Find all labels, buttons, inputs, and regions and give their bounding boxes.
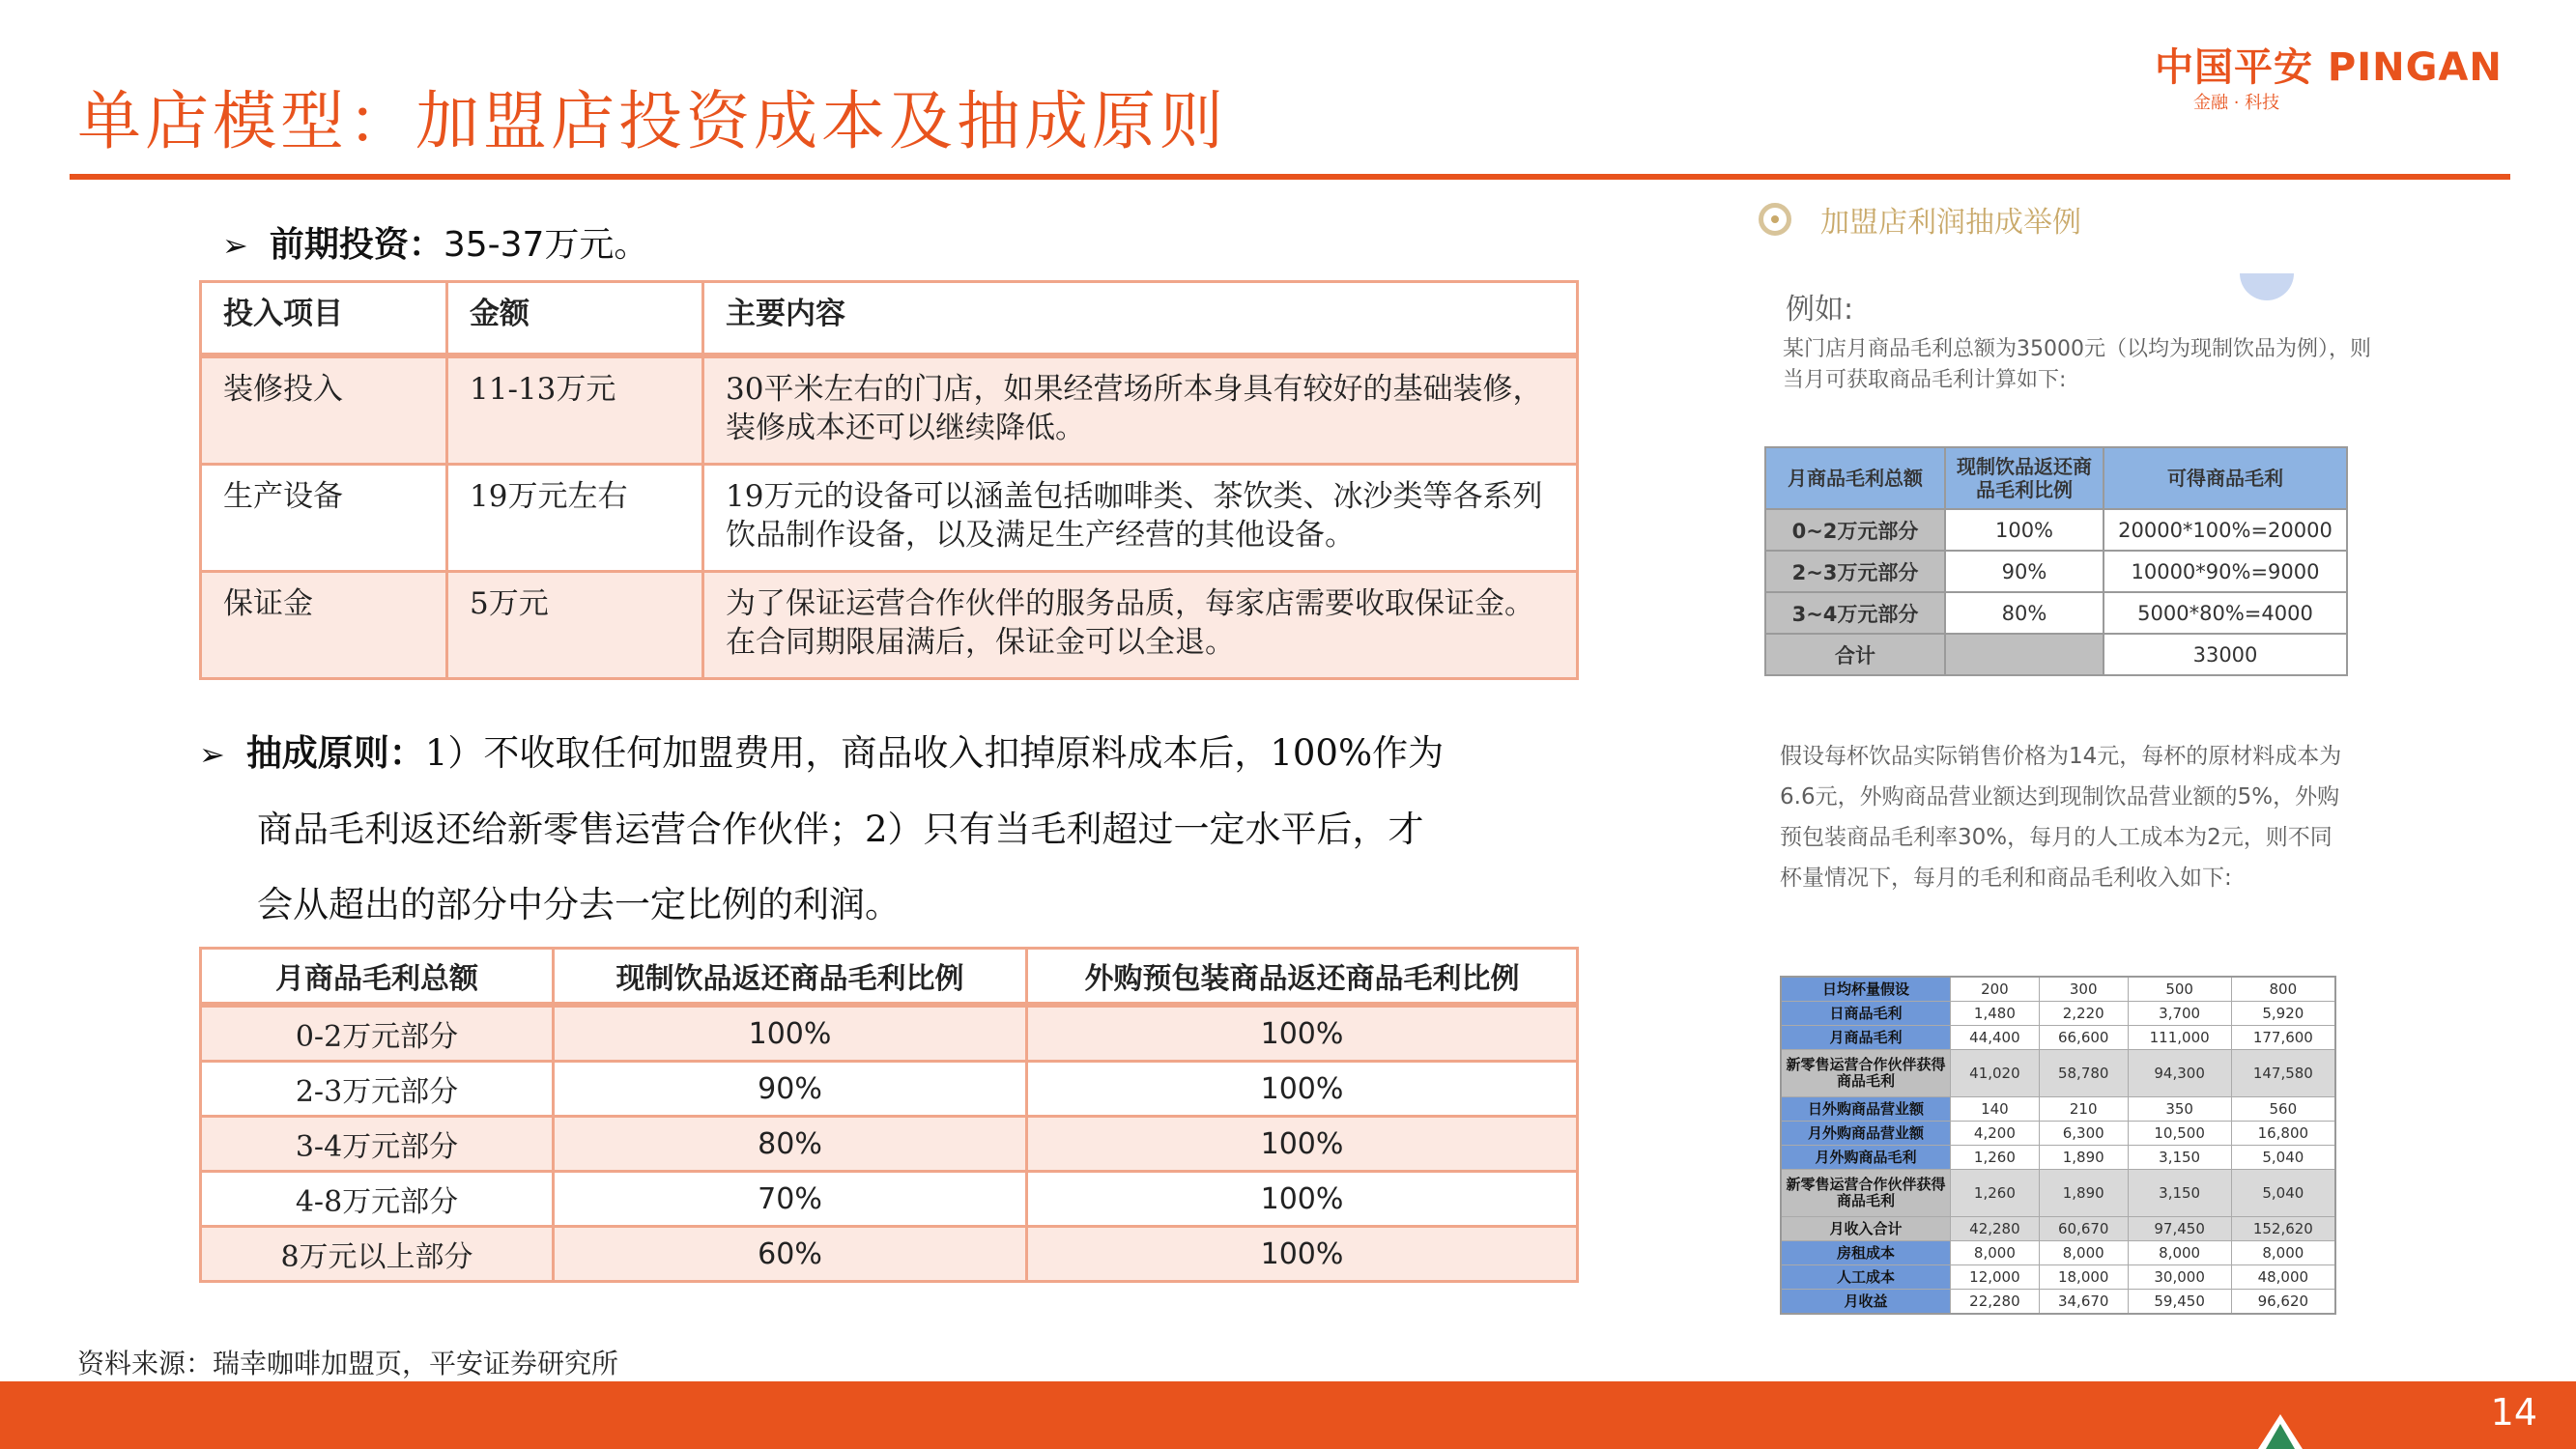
table-cell: 60,670 <box>2039 1217 2128 1241</box>
footer-triangle-icon <box>2256 1412 2304 1449</box>
table-cell: 2,220 <box>2039 1002 2128 1026</box>
table-row <box>201 1117 1578 1172</box>
table-row <box>1781 1170 2335 1217</box>
side-panel-title: 加盟店利润抽成举例 <box>1820 206 2081 240</box>
table-cell: 3,150 <box>2128 1146 2231 1170</box>
table-cell: 5万元 <box>447 572 703 679</box>
table-cell: 560 <box>2231 1097 2335 1122</box>
table-cell: 日均杯量假设 <box>1781 977 1951 1002</box>
commission-label: 抽成原则： <box>245 731 425 774</box>
table-row <box>201 465 1578 572</box>
table-row <box>1781 1290 2335 1315</box>
table-cell: 3~4万元部分 <box>1765 592 1945 634</box>
logo-main-text: 中国平安 PINGAN <box>2155 45 2503 90</box>
target-circle-icon <box>1759 203 1791 236</box>
table-cell: 100% <box>1027 1227 1578 1282</box>
table-header-cell: 现制饮品返还商品毛利比例 <box>1945 447 2104 509</box>
table-cell: 20000*100%=20000 <box>2104 509 2347 551</box>
table-row <box>201 1005 1578 1062</box>
table-cell: 210 <box>2039 1097 2128 1122</box>
table-row <box>1765 592 2347 634</box>
table-cell: 177,600 <box>2231 1026 2335 1050</box>
table-cell: 19万元左右 <box>447 465 703 572</box>
table-cell: 1,260 <box>1951 1170 2040 1217</box>
table-row <box>1781 1146 2335 1170</box>
table-cell: 日外购商品营业额 <box>1781 1097 1951 1122</box>
table-cell: 3,700 <box>2128 1002 2231 1026</box>
table-header-row <box>201 282 1578 356</box>
table-cell: 30平米左右的门店，如果经营场所本身具有较好的基础装修，装修成本还可以继续降低。 <box>703 355 1578 465</box>
table-cell: 5,040 <box>2231 1146 2335 1170</box>
table-header-cell: 月商品毛利总额 <box>1765 447 1945 509</box>
table-cell: 1,260 <box>1951 1146 2040 1170</box>
table-row <box>201 1227 1578 1282</box>
table-cell: 1,480 <box>1951 1002 2040 1026</box>
investment-value: 35-37万元。 <box>443 225 649 265</box>
pingan-logo <box>2155 37 2551 114</box>
table-cell <box>1945 634 2104 675</box>
table-cell: 800 <box>2231 977 2335 1002</box>
table-row <box>1765 551 2347 592</box>
table-cell: 19万元的设备可以涵盖包括咖啡类、茶饮类、冰沙类等各系列饮品制作设备，以及满足生产经营的其他设备。 <box>703 465 1578 572</box>
table-cell: 0~2万元部分 <box>1765 509 1945 551</box>
table-cell: 59,450 <box>2128 1290 2231 1315</box>
table-cell: 合计 <box>1765 634 1945 675</box>
table-cell: 41,020 <box>1951 1050 2040 1097</box>
table-cell: 8,000 <box>2231 1241 2335 1265</box>
table-cell: 生产设备 <box>201 465 447 572</box>
page-title: 单店模型：加盟店投资成本及抽成原则 <box>77 84 1227 158</box>
table-cell: 10,500 <box>2128 1122 2231 1146</box>
table-row <box>1781 1026 2335 1050</box>
table-cell: 房租成本 <box>1781 1241 1951 1265</box>
example-description: 某门店月商品毛利总额为35000元（以均为现制饮品为例），则当月可获取商品毛利计算如下: <box>1783 337 2371 392</box>
example-label: 例如: <box>1786 293 1854 327</box>
table-row <box>1781 1217 2335 1241</box>
table-header-cell: 金额 <box>447 282 703 356</box>
table-cell: 200 <box>1951 977 2040 1002</box>
table-cell: 96,620 <box>2231 1290 2335 1315</box>
table-cell: 1,890 <box>2039 1146 2128 1170</box>
table-cell: 5,040 <box>2231 1170 2335 1217</box>
commission-line <box>199 715 1590 792</box>
commission-text: 1）不收取任何加盟费用，商品收入扣掉原料成本后，100%作为 <box>424 732 1445 774</box>
table-cell: 月商品毛利 <box>1781 1026 1951 1050</box>
table-cell: 100% <box>1027 1062 1578 1117</box>
table-row <box>1765 634 2347 675</box>
table-row <box>201 1062 1578 1117</box>
table-cell: 100% <box>554 1005 1027 1062</box>
table-cell: 8,000 <box>2039 1241 2128 1265</box>
title-divider <box>70 174 2510 180</box>
table-cell: 350 <box>2128 1097 2231 1122</box>
table-cell: 100% <box>1945 509 2104 551</box>
page-number: 14 <box>2490 1391 2537 1434</box>
table-header-row <box>1765 447 2347 509</box>
table-row <box>1781 1002 2335 1026</box>
table-cell: 日商品毛利 <box>1781 1002 1951 1026</box>
table-cell: 12,000 <box>1951 1265 2040 1290</box>
table-cell: 2~3万元部分 <box>1765 551 1945 592</box>
table-cell: 月外购商品毛利 <box>1781 1146 1951 1170</box>
table-row <box>201 355 1578 465</box>
table-cell: 111,000 <box>2128 1026 2231 1050</box>
side-panel-header <box>1759 198 2081 241</box>
table-cell: 44,400 <box>1951 1026 2040 1050</box>
table-cell: 90% <box>554 1062 1027 1117</box>
investment-label: 前期投资： <box>269 224 444 265</box>
table-cell: 58,780 <box>2039 1050 2128 1097</box>
arrow-bullet-icon: ➢ <box>222 227 248 264</box>
table-cell: 34,670 <box>2039 1290 2128 1315</box>
table-cell: 人工成本 <box>1781 1265 1951 1290</box>
table-cell: 48,000 <box>2231 1265 2335 1290</box>
profit-example-table <box>1764 446 2348 676</box>
table-cell: 5,920 <box>2231 1002 2335 1026</box>
table-cell: 300 <box>2039 977 2128 1002</box>
commission-paragraph <box>199 715 1590 943</box>
investment-bullet <box>222 217 648 267</box>
table-cell: 月收益 <box>1781 1290 1951 1315</box>
table-cell: 3,150 <box>2128 1170 2231 1217</box>
table-cell: 5000*80%=4000 <box>2104 592 2347 634</box>
table-row <box>1765 509 2347 551</box>
decorative-dot <box>2240 246 2294 300</box>
table-cell: 30,000 <box>2128 1265 2231 1290</box>
table-cell: 16,800 <box>2231 1122 2335 1146</box>
table-cell: 4,200 <box>1951 1122 2040 1146</box>
table-header-cell: 月商品毛利总额 <box>201 949 554 1006</box>
table-cell: 6,300 <box>2039 1122 2128 1146</box>
table-header-row <box>201 949 1578 1006</box>
table-cell: 100% <box>1027 1172 1578 1227</box>
table-cell: 42,280 <box>1951 1217 2040 1241</box>
table-cell: 8万元以上部分 <box>201 1227 554 1282</box>
table-cell: 70% <box>554 1172 1027 1227</box>
assumption-description: 假设每杯饮品实际销售价格为14元，每杯的原材料成本为6.6元，外购商品营业额达到现制饮品营业额的5%，外购预包装商品毛利率30%，每月的人工成本为2元，则不同杯量情况下，每月的毛利和商品毛利收入如下: <box>1780 744 2342 891</box>
table-cell: 月收入合计 <box>1781 1217 1951 1241</box>
source-note: 资料来源：瑞幸咖啡加盟页，平安证券研究所 <box>77 1348 619 1379</box>
table-header-cell: 投入项目 <box>201 282 447 356</box>
table-header-cell: 外购预包装商品返还商品毛利比例 <box>1027 949 1578 1006</box>
table-cell: 100% <box>1027 1117 1578 1172</box>
table-row <box>1781 977 2335 1002</box>
table-row <box>1781 1241 2335 1265</box>
table-cell: 8,000 <box>1951 1241 2040 1265</box>
table-cell: 90% <box>1945 551 2104 592</box>
table-row <box>1781 1265 2335 1290</box>
table-cell: 8,000 <box>2128 1241 2231 1265</box>
footer-bar <box>0 1381 2576 1449</box>
cup-volume-table <box>1780 976 2336 1315</box>
table-cell: 10000*90%=9000 <box>2104 551 2347 592</box>
table-row <box>1781 1122 2335 1146</box>
table-cell: 保证金 <box>201 572 447 679</box>
table-row <box>201 572 1578 679</box>
table-cell: 装修投入 <box>201 355 447 465</box>
table-cell: 新零售运营合作伙伴获得商品毛利 <box>1781 1050 1951 1097</box>
commission-line: 会从超出的部分中分去一定比例的利润。 <box>257 884 901 925</box>
commission-line: 商品毛利返还给新零售运营合作伙伴；2）只有当毛利超过一定水平后，才 <box>257 809 1424 850</box>
table-cell: 94,300 <box>2128 1050 2231 1097</box>
table-cell: 月外购商品营业额 <box>1781 1122 1951 1146</box>
arrow-bullet-icon: ➢ <box>199 736 225 773</box>
table-cell: 0-2万元部分 <box>201 1005 554 1062</box>
table-cell: 66,600 <box>2039 1026 2128 1050</box>
table-cell: 97,450 <box>2128 1217 2231 1241</box>
table-row <box>1781 1097 2335 1122</box>
table-cell: 4-8万元部分 <box>201 1172 554 1227</box>
table-cell: 140 <box>1951 1097 2040 1122</box>
table-row <box>201 1172 1578 1227</box>
table-cell: 新零售运营合作伙伴获得商品毛利 <box>1781 1170 1951 1217</box>
table-row <box>1781 1050 2335 1097</box>
table-cell: 100% <box>1027 1005 1578 1062</box>
table-cell: 147,580 <box>2231 1050 2335 1097</box>
table-cell: 11-13万元 <box>447 355 703 465</box>
table-cell: 33000 <box>2104 634 2347 675</box>
table-cell: 60% <box>554 1227 1027 1282</box>
table-header-cell: 可得商品毛利 <box>2104 447 2347 509</box>
table-cell: 2-3万元部分 <box>201 1062 554 1117</box>
table-cell: 18,000 <box>2039 1265 2128 1290</box>
logo-sub-text: 金融 · 科技 <box>2193 93 2280 113</box>
table-cell: 80% <box>1945 592 2104 634</box>
table-cell: 80% <box>554 1117 1027 1172</box>
table-cell: 1,890 <box>2039 1170 2128 1217</box>
table-header-cell: 主要内容 <box>703 282 1578 356</box>
table-cell: 为了保证运营合作伙伴的服务品质，每家店需要收取保证金。在合同期限届满后，保证金可以全退。 <box>703 572 1578 679</box>
table-cell: 22,280 <box>1951 1290 2040 1315</box>
table-cell: 500 <box>2128 977 2231 1002</box>
investment-table <box>199 280 1579 680</box>
commission-ratio-table <box>199 947 1579 1283</box>
table-cell: 3-4万元部分 <box>201 1117 554 1172</box>
table-cell: 152,620 <box>2231 1217 2335 1241</box>
table-header-cell: 现制饮品返还商品毛利比例 <box>554 949 1027 1006</box>
